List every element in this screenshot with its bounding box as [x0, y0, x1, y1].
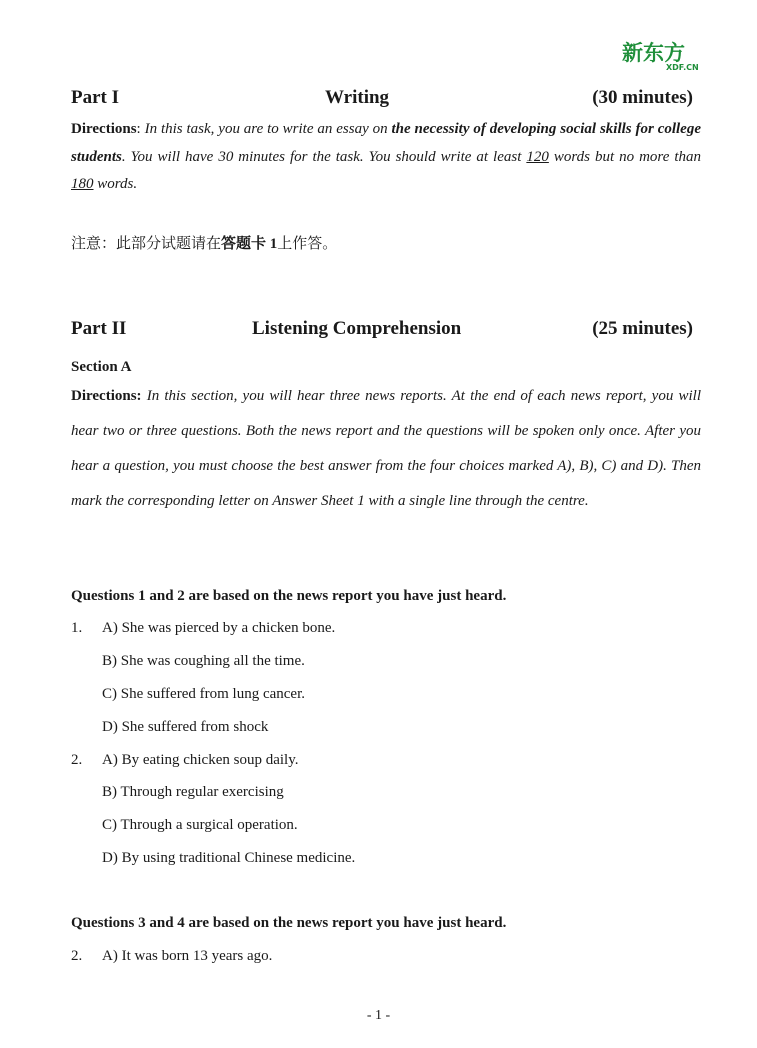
part1-note-text-1: 注意：此部分试题请在 [71, 236, 222, 252]
part2-time: (25 minutes) [592, 318, 693, 339]
question-2-option-b: B) Through regular exercising [102, 784, 284, 800]
part1-max-words: 180 [71, 176, 94, 192]
part2-directions-label: Directions: [71, 388, 142, 404]
part1-directions-text-2: . You will have 30 minutes for the task. You should write at least [121, 148, 527, 165]
question-2-option-a: A) By eating chicken soup daily. [102, 752, 299, 768]
question-group-2-heading: Questions 3 and 4 are based on the news report you have just heard. [71, 915, 507, 931]
question-3-number: 2. [71, 948, 83, 964]
part1-min-words: 120 [526, 148, 549, 165]
part1-directions-text-4: words. [93, 176, 138, 192]
part1-header [71, 87, 693, 111]
part1-label: Part I [71, 87, 120, 108]
question-1-option-a: A) She was pierced by a chicken bone. [102, 620, 336, 636]
part1-directions [71, 116, 701, 199]
part1-time: (30 minutes) [592, 87, 693, 108]
section-a-heading: Section A [71, 359, 132, 375]
question-1-option-b: B) She was coughing all the time. [102, 653, 305, 669]
xdf-logo [622, 38, 702, 72]
question-2-number: 2. [71, 752, 83, 768]
part1-directions-label: Directions [71, 121, 137, 137]
part2-directions-text: In this section, you will hear three news reports. At the end of each news report, you will hear two or three questions. Both the news report and the questions will be spoken only once. After you hear a question, you must choose the best answer from the four choices marked A), B), C) and D). Then mark the corresponding letter on Answer Sheet 1 with a single line through the centre. [71, 388, 701, 509]
question-2-option-c: C) Through a surgical operation. [102, 817, 298, 833]
part1-directions-text-1: In this task, you are to write an essay on [144, 121, 392, 137]
part2-title: Listening Comprehension [252, 318, 462, 339]
logo-brand-text: 新东方 [622, 41, 685, 65]
part1-directions-text-3: words but no more than [548, 148, 701, 165]
question-group-1-heading: Questions 1 and 2 are based on the news report you have just heard. [71, 588, 507, 604]
part2-header [71, 318, 693, 342]
part2-label: Part II [71, 318, 127, 339]
question-3-option-a: A) It was born 13 years ago. [102, 948, 273, 964]
part1-essay-topic: the necessity of developing social skills for college students [71, 121, 702, 165]
question-1-number: 1. [71, 620, 83, 636]
part2-directions [71, 379, 701, 519]
question-1-option-c: C) She suffered from lung cancer. [102, 686, 305, 702]
page-number: - 1 - [366, 1008, 391, 1023]
part1-directions-colon: : [136, 121, 145, 137]
question-1-option-d: D) She suffered from shock [102, 719, 269, 735]
part1-title: Writing [325, 87, 390, 108]
logo-sub-text: XDF.CN [666, 63, 699, 72]
part1-note [71, 232, 337, 253]
question-2-option-d: D) By using traditional Chinese medicine. [102, 850, 356, 866]
part1-note-answer-sheet: 答题卡 1 [221, 236, 278, 252]
part1-note-text-2: 上作答。 [277, 236, 338, 252]
